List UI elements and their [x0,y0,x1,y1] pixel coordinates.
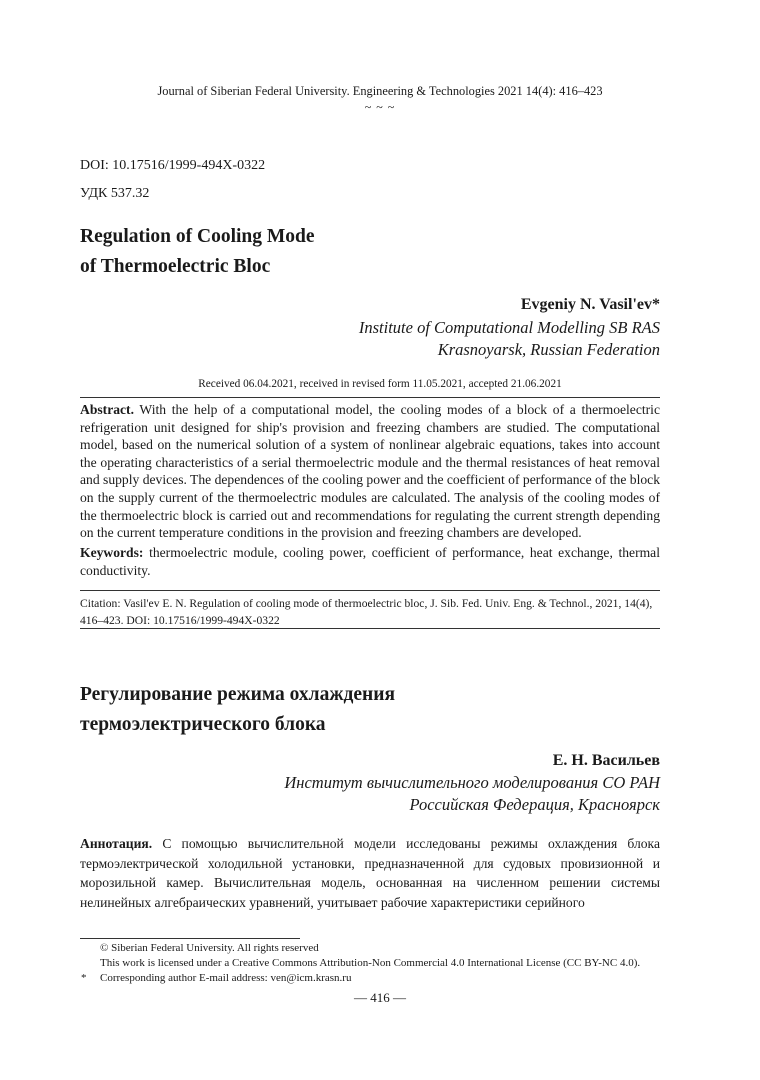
header-ornament: ~ ~ ~ [364,100,396,114]
en-keywords [80,544,660,579]
footnote-corresponding: Corresponding author E-mail address: ven@icm.krasn.ru [100,972,352,984]
divider-citation-bottom [80,628,660,629]
ru-affiliation-line1: Институт вычислительного моделирования СО РАН [284,773,660,792]
received-dates: Received 06.04.2021, received in revised form 11.05.2021, accepted 21.06.2021 [198,378,562,390]
en-title [80,222,315,282]
divider-top [80,397,660,398]
ru-abstract [80,834,660,912]
ru-abstract-text: С помощью вычислительной модели исследованы режимы охлаждения блока термоэлектрической холодильной установки, предназначенной для судовых провизионной и морозильной камер. Вычислительная модель, основанная на численном решении системы нелинейных алгебраических уравнений, учитывает рабочие характеристики серийного [80,836,660,910]
ru-title [80,680,395,740]
doi: DOI: 10.17516/1999-494X-0322 [80,158,266,173]
ru-title-line1: Регулирование режима охлаждения [80,684,396,705]
footnote-license: This work is licensed under a Creative Commons Attribution-Non Commercial 4.0 International License (CC BY-NC 4.0). [100,957,641,969]
en-affiliation [359,318,660,360]
en-title-line1: Regulation of Cooling Mode [80,226,315,247]
en-keywords-label: Keywords: [80,545,144,560]
footnote-copyright: © Siberian Federal University. All rights reserved [100,942,319,954]
footnote-divider [80,938,300,939]
en-abstract-text: With the help of a computational model, the cooling modes of a block of a thermoelectric refrigeration unit designed for ship's provision and freezing chambers are studied. The computational model, based on the numerical solution of a system of nonlinear algebraic equations, takes into account the operating characteristics of a serial thermoelectric module and the thermal resistances of heat removal and supply devices. The dependences of the cooling power and the coefficient of performance of the block on the supply current of the thermoelectric modules are calculated. The analysis of the cooling modes of the thermoelectric block is carried out and recommendations for regulating the current strength depending on the current temperature conditions in the provision and freezing chambers are developed. [80,402,660,541]
en-title-line2: of Thermoelectric Bloc [80,256,271,277]
ru-affiliation-line2: Российская Федерация, Красноярск [409,795,660,814]
page-number: — 416 — [354,990,406,1005]
en-abstract [80,401,660,542]
udk: УДК 537.32 [80,186,150,201]
ru-title-line2: термоэлектрического блока [80,714,326,735]
en-affiliation-line1: Institute of Computational Modelling SB RAS [358,318,660,337]
en-keywords-text: thermoelectric module, cooling power, coefficient of performance, heat exchange, thermal conductivity. [80,545,660,578]
divider-citation-top [80,590,660,591]
citation: Citation: Vasil'ev E. N. Regulation of cooling mode of thermoelectric bloc, J. Sib. Fed. Univ. Eng. & Technol., 2021, 14(4), 416–423. DOI: 10.17516/1999-494X-0322 [80,597,653,627]
ru-author: Е. Н. Васильев [552,752,660,769]
footnote-asterisk: * [81,972,87,984]
en-abstract-label: Abstract. [80,402,134,417]
en-author: Evgeniy N. Vasil'ev* [520,296,660,313]
ru-affiliation [284,773,660,815]
ru-abstract-label: Аннотация. [80,836,153,851]
journal-header: Journal of Siberian Federal University. Engineering & Technologies 2021 14(4): 416–423 [157,84,603,98]
en-affiliation-line2: Krasnoyarsk, Russian Federation [437,340,660,359]
